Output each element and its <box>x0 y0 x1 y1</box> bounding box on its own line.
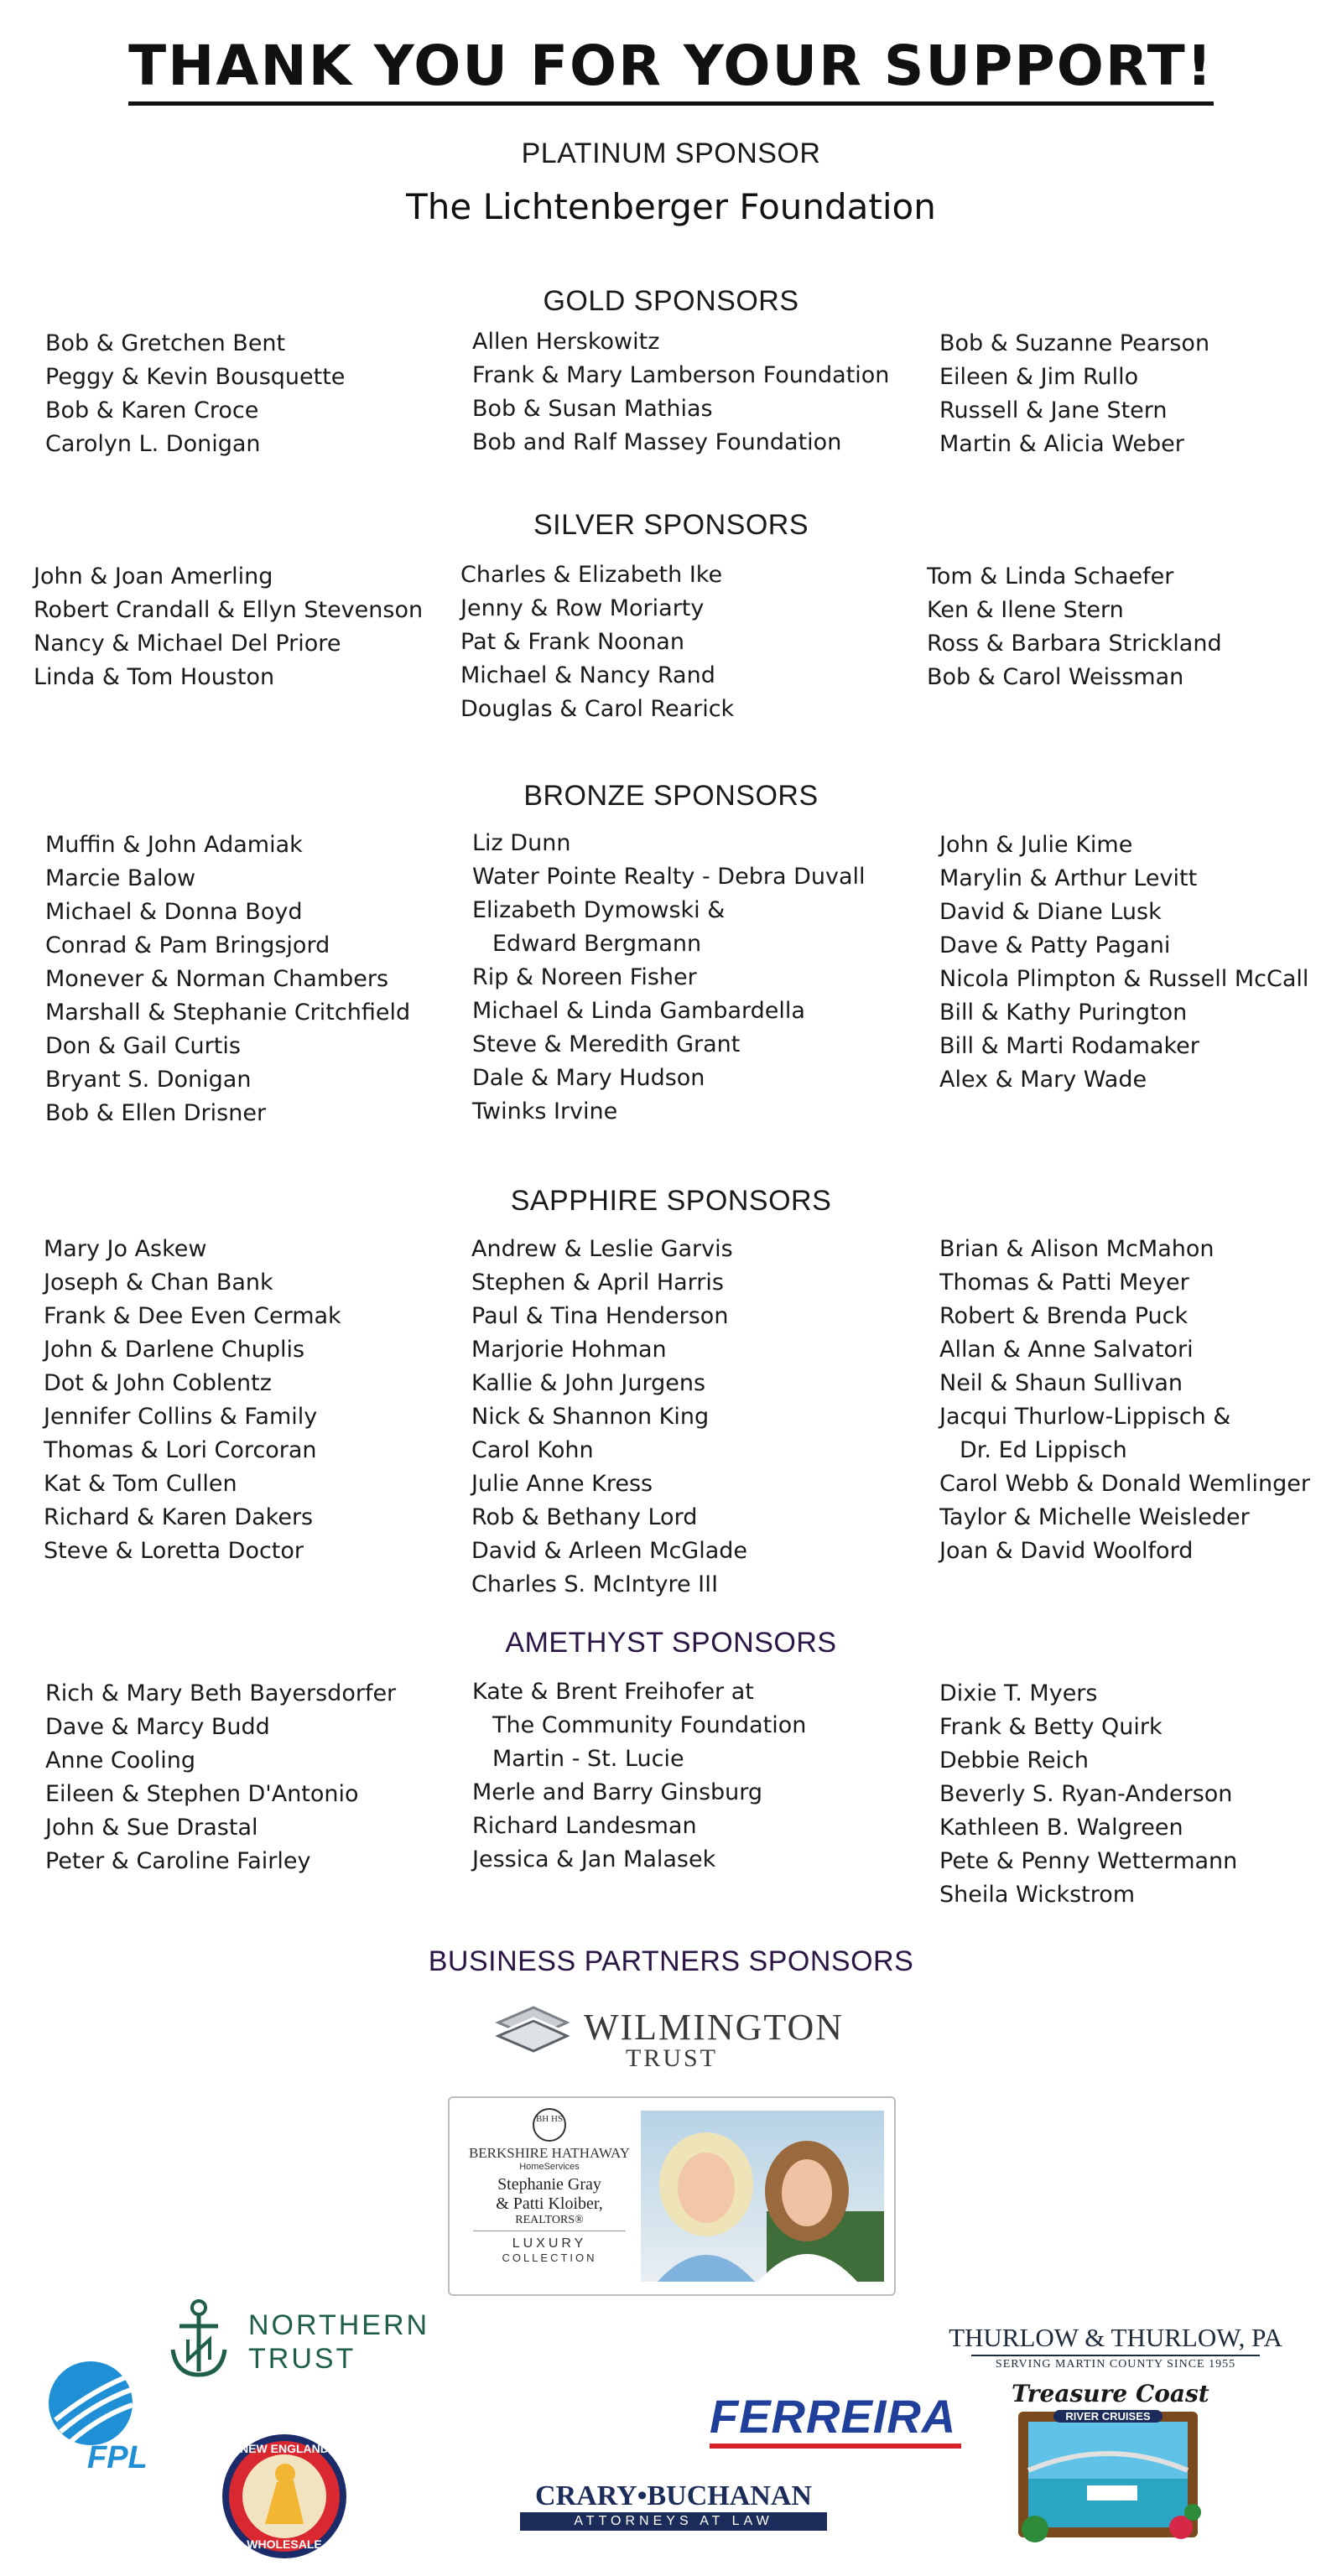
bhhs-text-block <box>456 2108 642 2284</box>
list-item: Taylor & Michelle Weisleder <box>939 1504 1250 1530</box>
amethyst-heading: AMETHYST SPONSORS <box>505 1627 837 1659</box>
bronze-column-3 <box>939 828 1308 1097</box>
platinum-heading: PLATINUM SPONSOR <box>521 138 821 169</box>
fpl-text: FPL <box>87 2440 148 2475</box>
new-england-bottom-text: WHOLESALE <box>247 2537 322 2551</box>
gold-column-3 <box>939 327 1209 461</box>
realtors-photo <box>641 2111 884 2282</box>
list-item: Marshall & Stephanie Critchfield <box>45 1000 411 1026</box>
list-item: Alex & Mary Wade <box>939 1067 1147 1093</box>
northern-trust-logo <box>168 2298 445 2390</box>
list-item: Frank & Mary Lamberson Foundation <box>472 362 890 388</box>
amethyst-column-1 <box>45 1677 396 1878</box>
list-item: Dale & Mary Hudson <box>472 1065 705 1091</box>
list-item: Jessica & Jan Malasek <box>472 1846 716 1872</box>
list-item: The Community Foundation <box>492 1712 807 1738</box>
crary-buchanan-logo <box>520 2480 827 2539</box>
list-item: Stephen & April Harris <box>471 1270 724 1296</box>
ferreira-logo <box>710 2392 961 2450</box>
sapphire-heading: SAPPHIRE SPONSORS <box>510 1185 832 1217</box>
platinum-sponsor-name: The Lichtenberger Foundation <box>406 186 936 227</box>
list-item: John & Julie Kime <box>939 832 1133 858</box>
list-item: Bob & Ellen Drisner <box>45 1100 267 1126</box>
new-england-top-text: NEW ENGLAND <box>240 2442 329 2455</box>
list-item: John & Sue Drastal <box>45 1815 258 1841</box>
list-item: Russell & Jane Stern <box>939 397 1168 423</box>
sapphire-column-1 <box>44 1233 341 1568</box>
list-item: Mary Jo Askew <box>44 1236 207 1262</box>
treasure-coast-title: Treasure Coast <box>1012 2380 1209 2407</box>
bhhs-agents-line2: & Patti Kloiber, <box>496 2194 603 2213</box>
list-item: Bob & Gretchen Bent <box>45 330 286 356</box>
northern-trust-line2: TRUST <box>248 2343 356 2375</box>
list-item: Monever & Norman Chambers <box>45 966 389 992</box>
list-item: Debbie Reich <box>939 1748 1089 1774</box>
list-item: Don & Gail Curtis <box>45 1033 241 1059</box>
list-item: Nancy & Michael Del Priore <box>34 631 341 657</box>
list-item: Bob & Carol Weissman <box>927 664 1184 690</box>
list-item: Beverly S. Ryan-Anderson <box>939 1781 1233 1807</box>
list-item: Frank & Dee Even Cermak <box>44 1303 341 1329</box>
list-item: Rob & Bethany Lord <box>471 1504 698 1530</box>
list-item: Dave & Patty Pagani <box>939 932 1171 958</box>
ferreira-underline <box>710 2444 961 2449</box>
list-item: Dot & John Coblentz <box>44 1370 272 1396</box>
list-item: Marjorie Hohman <box>471 1337 667 1363</box>
crary-buchanan-tagline: ATTORNEYS AT LAW <box>520 2512 827 2531</box>
list-item: Dixie T. Myers <box>939 1680 1098 1706</box>
new-england-wholesale-logo <box>220 2432 349 2561</box>
list-item: Frank & Betty Quirk <box>939 1714 1163 1740</box>
list-item: Bill & Marti Rodamaker <box>939 1033 1199 1059</box>
list-item: Allen Herskowitz <box>472 329 660 355</box>
silver-column-3 <box>927 560 1222 694</box>
list-item: Paul & Tina Henderson <box>471 1303 729 1329</box>
treasure-coast-subtitle: RIVER CRUISES <box>1053 2410 1163 2423</box>
silver-heading: SILVER SPONSORS <box>533 509 809 541</box>
bhhs-luxury: LUXURY <box>512 2236 587 2251</box>
list-item: Peter & Caroline Fairley <box>45 1848 311 1874</box>
crary-buchanan-name: CRARY•BUCHANAN <box>535 2480 812 2511</box>
list-item: Merle and Barry Ginsburg <box>472 1779 763 1805</box>
list-item: Marylin & Arthur Levitt <box>939 865 1198 891</box>
list-item: Richard Landesman <box>472 1813 697 1839</box>
list-item: Jennifer Collins & Family <box>44 1404 318 1430</box>
ferreira-text: FERREIRA <box>710 2390 957 2443</box>
thurlow-name: THURLOW & THURLOW, PA <box>949 2323 1282 2352</box>
list-item: Twinks Irvine <box>472 1098 618 1124</box>
list-item: Robert Crandall & Ellyn Stevenson <box>34 597 424 623</box>
list-item: Allan & Anne Salvatori <box>939 1337 1194 1363</box>
bronze-column-1 <box>45 828 410 1130</box>
list-item: Pat & Frank Noonan <box>460 629 684 655</box>
list-item: Julie Anne Kress <box>471 1471 653 1497</box>
list-item: Steve & Loretta Doctor <box>44 1538 304 1564</box>
list-item: Carol Kohn <box>471 1437 594 1463</box>
list-item: Bryant S. Donigan <box>45 1067 252 1093</box>
list-item: Dave & Marcy Budd <box>45 1714 270 1740</box>
list-item: Pete & Penny Wettermann <box>939 1848 1238 1874</box>
list-item: Kat & Tom Cullen <box>44 1471 237 1497</box>
list-item: Nicola Plimpton & Russell McCall <box>939 966 1309 992</box>
list-item: Bob and Ralf Massey Foundation <box>472 429 842 455</box>
list-item: Linda & Tom Houston <box>34 664 275 690</box>
fpl-sun-icon <box>47 2360 139 2452</box>
list-item: John & Joan Amerling <box>34 564 273 589</box>
bhhs-sub: HomeServices <box>519 2162 580 2172</box>
list-item: Jenny & Row Moriarty <box>460 595 705 621</box>
list-item: Marcie Balow <box>45 865 196 891</box>
gold-column-1 <box>45 327 345 461</box>
list-item: Andrew & Leslie Garvis <box>471 1236 733 1262</box>
bhhs-realtors: REALTORS® <box>473 2214 626 2231</box>
list-item: Joseph & Chan Bank <box>44 1270 273 1296</box>
bhhs-monogram: BH HS <box>533 2108 566 2142</box>
list-item: Eileen & Jim Rullo <box>939 364 1139 390</box>
list-item: Peggy & Kevin Bousquette <box>45 364 346 390</box>
list-item: Nick & Shannon King <box>471 1404 710 1430</box>
list-item: Bob & Karen Croce <box>45 397 259 423</box>
gold-heading: GOLD SPONSORS <box>543 285 799 317</box>
list-item: Tom & Linda Schaefer <box>927 564 1174 589</box>
bhhs-collection: COLLECTION <box>502 2251 597 2264</box>
list-item: Dr. Ed Lippisch <box>960 1437 1127 1463</box>
list-item: John & Darlene Chuplis <box>44 1337 305 1363</box>
silver-column-1 <box>34 560 423 694</box>
list-item: Steve & Meredith Grant <box>472 1031 741 1057</box>
silver-column-2 <box>460 558 734 726</box>
list-item: Neil & Shaun Sullivan <box>939 1370 1183 1396</box>
sapphire-column-3 <box>939 1233 1310 1568</box>
bhhs-brand: BERKSHIRE HATHAWAY <box>468 2145 631 2161</box>
list-item: Richard & Karen Dakers <box>44 1504 314 1530</box>
treasure-coast-logo <box>1003 2378 1213 2546</box>
bronze-column-2 <box>472 827 866 1129</box>
list-item: Bob & Suzanne Pearson <box>939 330 1210 356</box>
list-item: Charles & Elizabeth Ike <box>460 562 723 588</box>
fpl-logo <box>45 2360 179 2477</box>
list-item: Thomas & Patti Meyer <box>939 1270 1189 1296</box>
sapphire-column-2 <box>471 1233 747 1602</box>
list-item: Jacqui Thurlow-Lippisch & <box>939 1404 1231 1430</box>
list-item: Martin & Alicia Weber <box>939 431 1184 457</box>
list-item: Liz Dunn <box>472 830 571 856</box>
list-item: Ross & Barbara Strickland <box>927 631 1222 657</box>
list-item: Elizabeth Dymowski & <box>472 897 726 923</box>
list-item: Muffin & John Adamiak <box>45 832 303 858</box>
list-item: Joan & David Woolford <box>939 1538 1194 1564</box>
list-item: Sheila Wickstrom <box>939 1882 1136 1908</box>
wilmington-trust-logo <box>490 2001 859 2076</box>
list-item: Robert & Brenda Puck <box>939 1303 1189 1329</box>
list-item: David & Diane Lusk <box>939 899 1162 925</box>
list-item: Douglas & Carol Rearick <box>460 696 735 722</box>
list-item: Michael & Linda Gambardella <box>472 998 805 1024</box>
list-item: David & Arleen McGlade <box>471 1538 748 1564</box>
list-item: Water Pointe Realty - Debra Duvall <box>472 864 866 890</box>
berkshire-hathaway-ad <box>448 2096 896 2296</box>
list-item: Rich & Mary Beth Bayersdorfer <box>45 1680 397 1706</box>
list-item: Michael & Nancy Rand <box>460 662 715 688</box>
bronze-heading: BRONZE SPONSORS <box>523 780 819 812</box>
gold-column-2 <box>472 325 889 460</box>
list-item: Ken & Ilene Stern <box>927 597 1124 623</box>
amethyst-column-3 <box>939 1677 1237 1912</box>
list-item: Charles S. McIntyre III <box>471 1571 719 1597</box>
business-partners-heading: BUSINESS PARTNERS SPONSORS <box>428 1945 914 1977</box>
list-item: Kathleen B. Walgreen <box>939 1815 1183 1841</box>
list-item: Carolyn L. Donigan <box>45 431 261 457</box>
wilmington-name: WILMINGTON <box>584 2007 845 2048</box>
list-item: Bob & Susan Mathias <box>472 396 713 422</box>
northern-trust-line1: NORTHERN <box>248 2309 430 2341</box>
list-item: Carol Webb & Donald Wemlinger <box>939 1471 1310 1497</box>
list-item: Thomas & Lori Corcoran <box>44 1437 317 1463</box>
list-item: Eileen & Stephen D'Antonio <box>45 1781 359 1807</box>
thurlow-logo <box>939 2323 1292 2373</box>
list-item: Rip & Noreen Fisher <box>472 964 697 990</box>
list-item: Martin - St. Lucie <box>492 1746 684 1772</box>
list-item: Edward Bergmann <box>492 931 702 957</box>
list-item: Conrad & Pam Bringsjord <box>45 932 330 958</box>
amethyst-column-2 <box>472 1675 806 1877</box>
list-item: Brian & Alison McMahon <box>939 1236 1215 1262</box>
wilmington-trust-word: TRUST <box>625 2044 718 2072</box>
wilmington-trust-emblem-icon <box>490 2004 574 2063</box>
page-title: THANK YOU FOR YOUR SUPPORT! <box>0 34 1342 98</box>
list-item: Bill & Kathy Purington <box>939 1000 1188 1026</box>
bhhs-agents-line1: Stephanie Gray <box>497 2175 601 2194</box>
thurlow-tagline: SERVING MARTIN COUNTY SINCE 1955 <box>971 2355 1260 2371</box>
list-item: Kate & Brent Freihofer at <box>472 1679 754 1705</box>
list-item: Anne Cooling <box>45 1748 196 1774</box>
list-item: Michael & Donna Boyd <box>45 899 303 925</box>
list-item: Kallie & John Jurgens <box>471 1370 706 1396</box>
